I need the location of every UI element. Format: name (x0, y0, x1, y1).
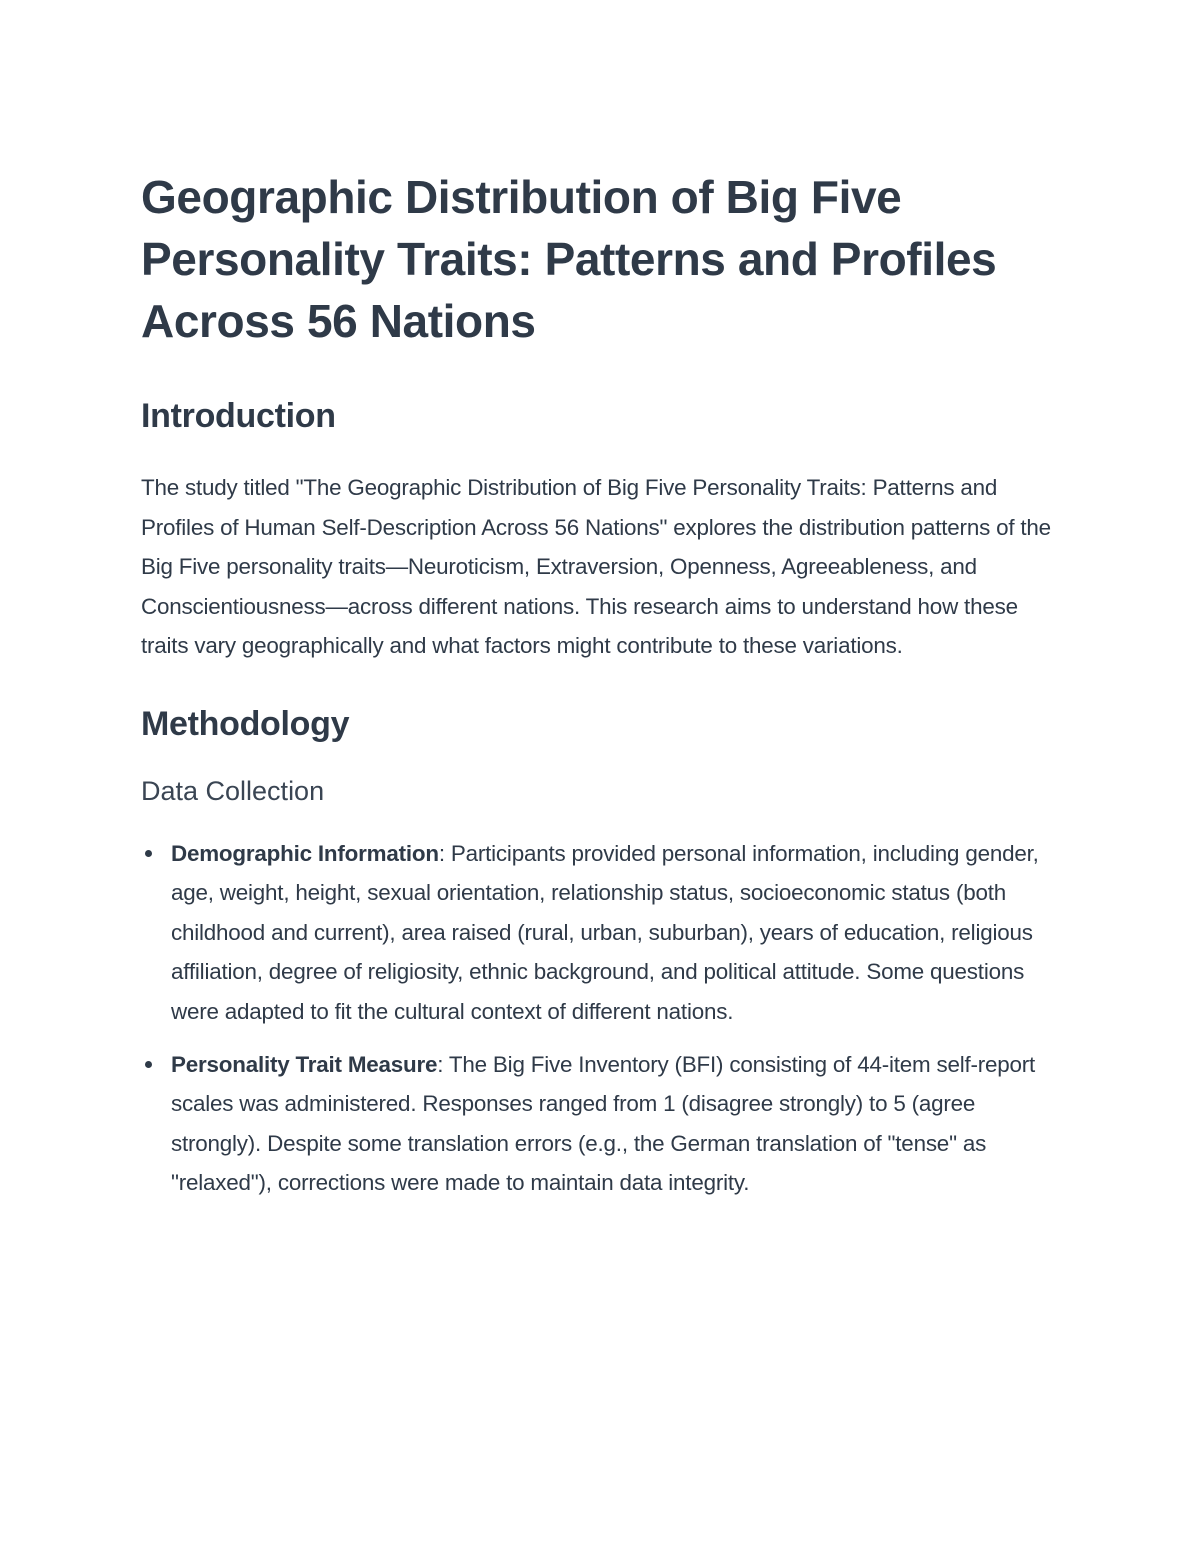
introduction-paragraph: The study titled "The Geographic Distribution of Big Five Personality Traits: Patterns and Profiles of Human Self-Description Across 56 Nations" explores the distribution patterns of the Big Five personality traits—Neuroticism, Extraversion, Openness, Agreeableness, and Conscientiousness—across different nations. This research aims to understand how these traits vary geographically and what factors might contribute to these variations. (141, 475, 1051, 659)
methodology-heading: Methodology (141, 704, 350, 743)
bullet-dot-icon (145, 850, 152, 857)
bullet-dot-icon (145, 1061, 152, 1068)
data-collection-subheading: Data Collection (141, 775, 325, 806)
bullet-term: Personality Trait Measure (171, 1052, 438, 1077)
list-item-demographic-information (141, 834, 1061, 1031)
bullet-text: : The Big Five Inventory (BFI) consisting of 44-item self-report scales was administered. Responses ranged from 1 (disagree strongly) to 5 (agree strongly). Despite some translation errors (e.g., the German translation of "tense" as "relaxed"), corrections were made to maintain data integrity. (171, 1052, 1036, 1196)
introduction-heading: Introduction (141, 397, 336, 435)
data-collection-list (141, 834, 1061, 1203)
document-title: Geographic Distribution of Big Five Personality Traits: Patterns and Profiles Across 56 Nations (141, 171, 997, 347)
bullet-term: Demographic Information (171, 840, 439, 866)
document-page (141, 166, 1061, 1203)
list-item-personality-trait-measure (141, 1045, 1061, 1203)
bullet-text: : Participants provided personal information, including gender, age, weight, height, sexual orientation, relationship status, socioeconomic status (both childhood and current), area raised (rural, urban, suburban), years of education, religious affiliation, degree of religiosity, ethnic background, and political attitude. Some questions were adapted to fit the cultural context of different nations. (171, 840, 1039, 1024)
